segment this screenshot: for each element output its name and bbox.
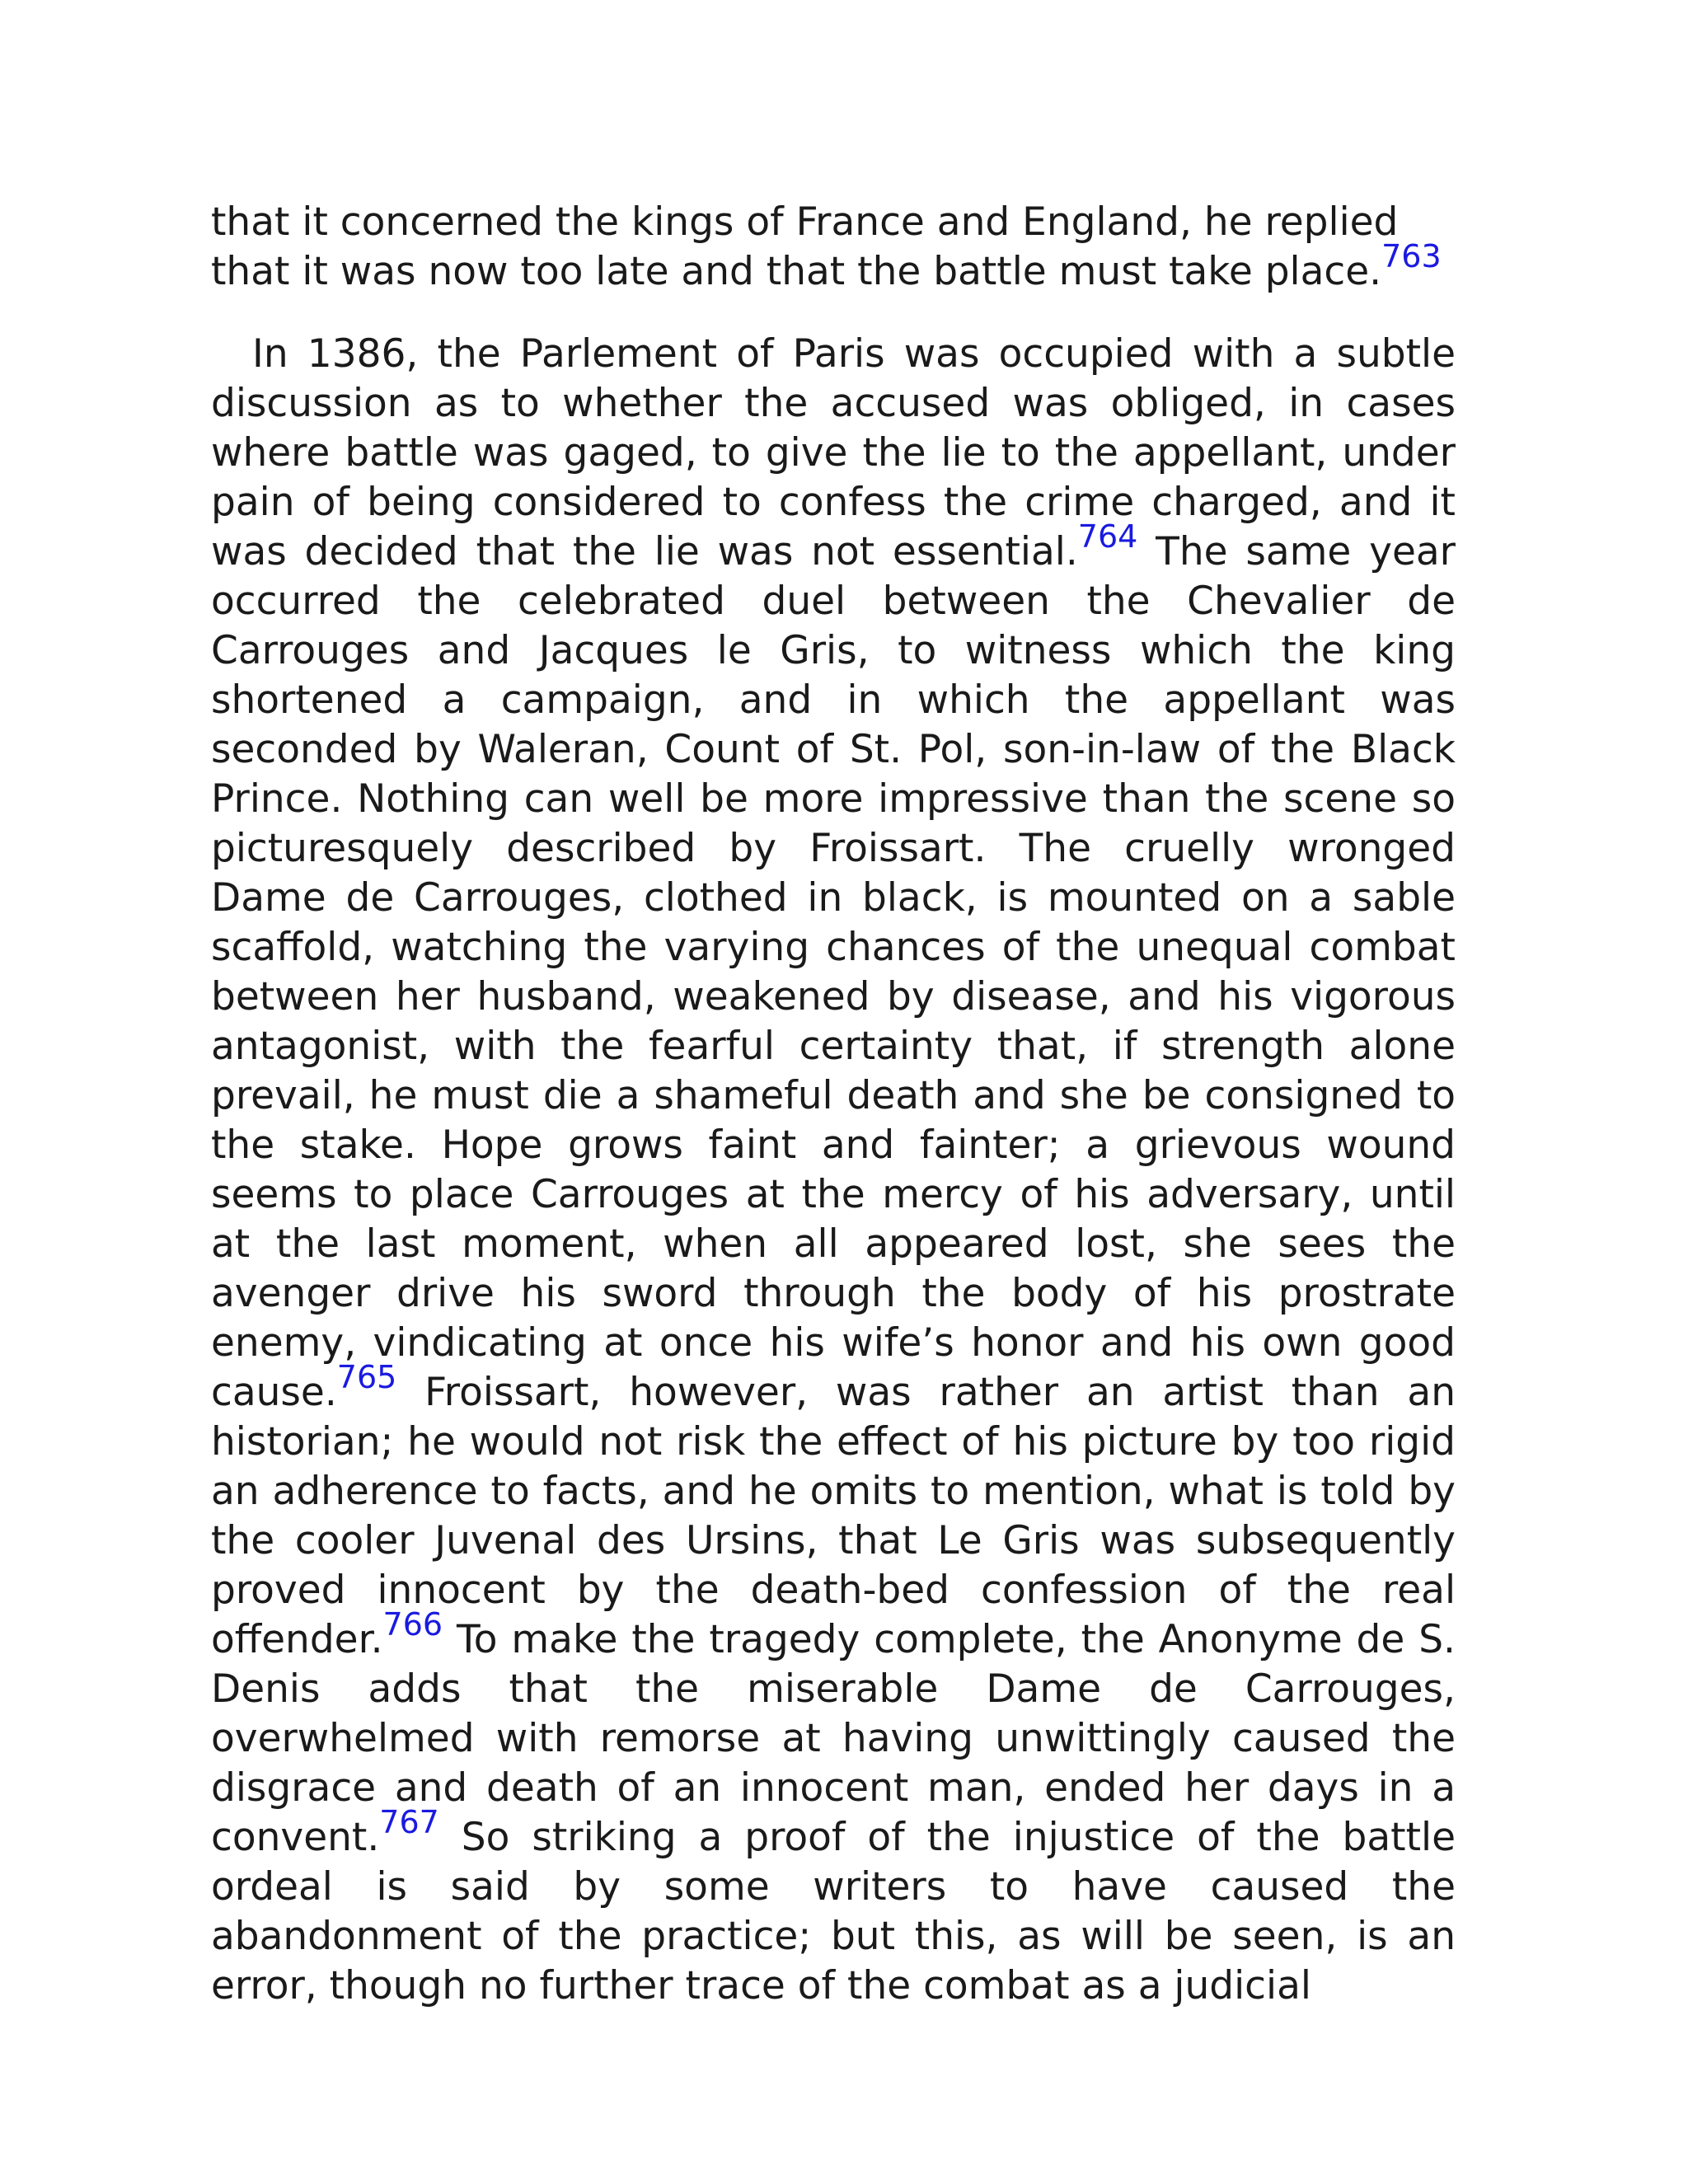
text-segment: So striking a proof of the injustice of the battle ordeal is said by some writers to have caused the abandonment of the practice; but this, as will be seen, is an error, though no further trace of the combat as a judicial: [211, 1815, 1456, 2008]
text-segment: The same year occurred the celebrated duel between the Chevalier de Carrouges and Jacques le Gris, to witness which the king shortened a campaign, and in which the appellant was seconded by Waleran, Count of St. Pol, son-in-law of the Black Prince. Nothing can well be more impressive than the scene so picturesquely described by Froissart. The cruelly wronged Dame de Carrouges, clothed in black, is mounted on a sable scaffold, watching the varying chances of the unequal combat between her husband, weakened by disease, and his vigorous antagonist, with the fearful certainty that, if strength alone prevail, he must die a shameful death and she be consigned to the stake. Hope grows faint and fainter; a grievous wound seems to place Carrouges at the mercy of his adversary, until at the last moment, when all appeared lost, she sees the avenger drive his sword through the body of his prostrate enemy, vindicating at once his wife’s honor and his own good cause.: [211, 529, 1456, 1415]
text-segment: To make the tragedy complete, the Anonyme de S. Denis adds that the miserable Dame de Carrouges, overwhelmed with remorse at having unwittingly caused the disgrace and death of an innocent man, ended her days in a convent.: [211, 1617, 1456, 1860]
page-body: [211, 198, 1456, 2011]
text-segment: In 1386, the Parlement of Paris was occupied with a subtle discussion as to whether the accused was obliged, in cases where battle was gaged, to give the lie to the appellant, under pain of being considered to confess the crime charged, and it was decided that the lie was not essential.: [211, 331, 1456, 574]
footnote-link-764[interactable]: 764: [1077, 518, 1138, 555]
footnote-link-763[interactable]: 763: [1381, 238, 1442, 275]
paragraph-main: [211, 330, 1456, 2011]
footnote-link-766[interactable]: 766: [382, 1606, 443, 1643]
footnote-link-767[interactable]: 767: [379, 1804, 439, 1841]
text-segment: that it concerned the kings of France and England, he replied that it was now too late and that the battle must take place.: [211, 199, 1399, 294]
text-segment: Froissart, however, was rather an artist than an historian; he would not risk the effect of his picture by too rigid an adherence to facts, and he omits to mention, what is told by the cooler Juvenal des Ursins, that Le Gris was subsequently proved innocent by the death-bed confession of the real offender.: [211, 1370, 1456, 1662]
paragraph-continuation: [211, 198, 1456, 297]
footnote-link-765[interactable]: 765: [336, 1359, 397, 1396]
